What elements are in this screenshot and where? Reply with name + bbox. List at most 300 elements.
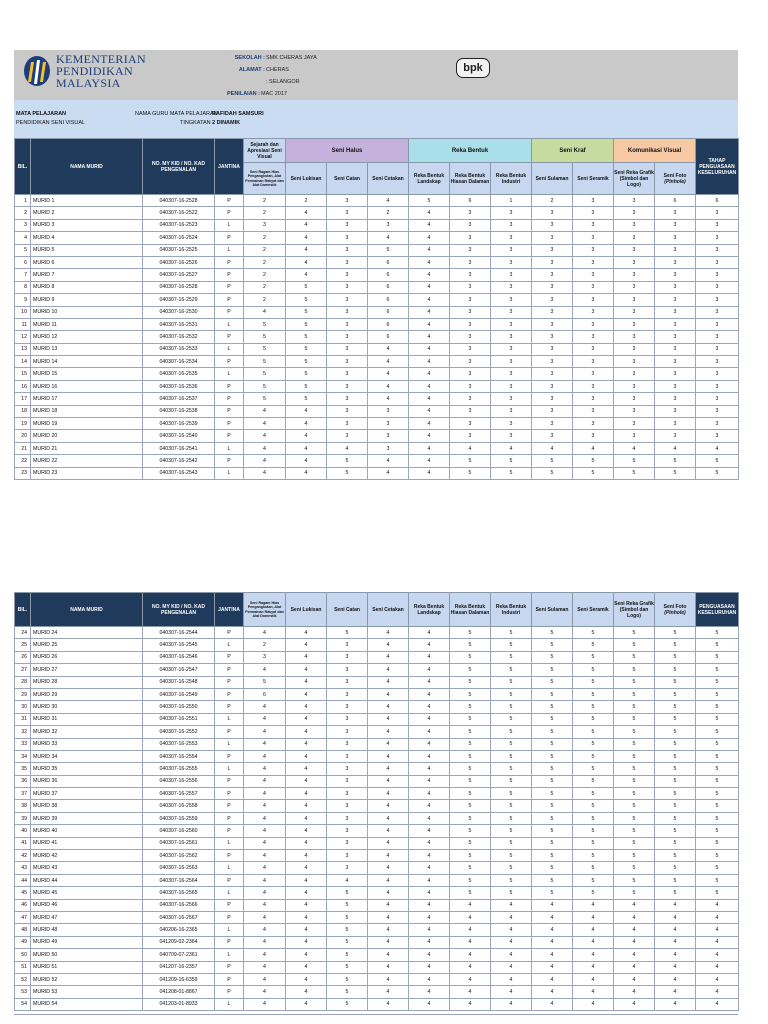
score-cell: 6: [368, 269, 409, 281]
score-cell: 4: [286, 862, 327, 874]
info-band: [14, 100, 738, 138]
score-cell: 5: [491, 738, 532, 750]
score-cell: 3: [573, 195, 614, 207]
col-jantina: JANTINA: [215, 593, 244, 627]
student-name: MURID 14: [31, 356, 143, 368]
score-cell: 4: [573, 936, 614, 948]
score-cell: 4: [368, 961, 409, 973]
score-cell: 4: [286, 726, 327, 738]
table-row: [15, 874, 739, 886]
row-number: 21: [15, 442, 31, 454]
gender: P: [215, 986, 244, 998]
score-cell: 5: [696, 639, 739, 651]
score-cell: 5: [614, 701, 655, 713]
score-cell: 4: [368, 837, 409, 849]
score-cell: 4: [409, 405, 450, 417]
score-cell: 5: [491, 850, 532, 862]
score-cell: 4: [286, 775, 327, 787]
score-cell: 4: [286, 750, 327, 762]
group-komunikasi-visual: Komunikasi Visual: [614, 139, 696, 163]
score-cell: 6: [655, 195, 696, 207]
score-cell: 3: [491, 418, 532, 430]
marks-table-1-body: [15, 195, 739, 480]
score-cell: 4: [368, 455, 409, 467]
score-cell: 4: [655, 442, 696, 454]
score-cell: 3: [655, 281, 696, 293]
score-cell: 3: [491, 318, 532, 330]
score-cell: 4: [532, 986, 573, 998]
school-details: [150, 52, 400, 100]
score-cell: 3: [532, 393, 573, 405]
score-cell: 5: [491, 455, 532, 467]
score-cell: 4: [368, 986, 409, 998]
score-cell: 3: [327, 207, 368, 219]
score-cell: 4: [409, 430, 450, 442]
score-cell: 5: [573, 812, 614, 824]
student-name: MURID 11: [31, 318, 143, 330]
score-cell: 4: [286, 973, 327, 985]
student-id: 040307-16-2549: [143, 688, 215, 700]
score-cell: 5: [655, 738, 696, 750]
score-cell: 3: [450, 306, 491, 318]
score-cell: 5: [491, 812, 532, 824]
score-cell: 5: [532, 837, 573, 849]
score-cell: 4: [450, 442, 491, 454]
score-cell: 3: [573, 430, 614, 442]
row-number: 44: [15, 874, 31, 886]
score-cell: 4: [696, 986, 739, 998]
score-cell: 3: [327, 393, 368, 405]
score-cell: 5: [450, 775, 491, 787]
score-cell: 4: [696, 936, 739, 948]
sub-industri: Reka Bentuk Industri: [491, 593, 532, 627]
group-seni-kraf: Seni Kraf: [532, 139, 614, 163]
student-name: MURID 33: [31, 738, 143, 750]
score-cell: 6: [368, 294, 409, 306]
score-cell: 3: [327, 664, 368, 676]
score-cell: 2: [244, 269, 286, 281]
score-cell: 3: [655, 256, 696, 268]
row-number: 50: [15, 949, 31, 961]
score-cell: 4: [244, 949, 286, 961]
sub-hiasan: Reka Bentuk Hiasan Dalaman: [450, 163, 491, 195]
gender: P: [215, 306, 244, 318]
score-cell: 4: [409, 331, 450, 343]
score-cell: 5: [655, 688, 696, 700]
student-id: 040307-16-2553: [143, 738, 215, 750]
student-id: 040307-16-2550: [143, 701, 215, 713]
student-name: MURID 20: [31, 430, 143, 442]
score-cell: 5: [450, 664, 491, 676]
gender: P: [215, 405, 244, 417]
row-number: 24: [15, 627, 31, 639]
score-cell: 3: [573, 244, 614, 256]
score-cell: 5: [614, 763, 655, 775]
gender: P: [215, 874, 244, 886]
student-name: MURID 32: [31, 726, 143, 738]
student-id: 040307-16-2554: [143, 750, 215, 762]
row-number: 35: [15, 763, 31, 775]
student-name: MURID 17: [31, 393, 143, 405]
score-cell: 5: [573, 467, 614, 479]
score-cell: 5: [327, 998, 368, 1010]
score-cell: 4: [286, 664, 327, 676]
score-cell: 4: [409, 874, 450, 886]
score-cell: 5: [696, 713, 739, 725]
student-name: MURID 35: [31, 763, 143, 775]
score-cell: 5: [614, 688, 655, 700]
score-cell: 3: [491, 207, 532, 219]
gender: L: [215, 368, 244, 380]
score-cell: 3: [491, 368, 532, 380]
score-cell: 5: [573, 775, 614, 787]
score-cell: 4: [244, 800, 286, 812]
score-cell: 5: [614, 874, 655, 886]
score-cell: 4: [614, 986, 655, 998]
score-cell: 4: [244, 986, 286, 998]
gender: L: [215, 467, 244, 479]
score-cell: 3: [491, 380, 532, 392]
score-cell: 5: [532, 726, 573, 738]
student-id: 040307-16-2544: [143, 627, 215, 639]
score-cell: 4: [286, 639, 327, 651]
score-cell: 4: [286, 800, 327, 812]
score-cell: 4: [409, 368, 450, 380]
student-name: MURID 45: [31, 887, 143, 899]
score-cell: 4: [244, 763, 286, 775]
score-cell: 5: [573, 887, 614, 899]
gender: P: [215, 269, 244, 281]
penilaian-label: PENILAIAN :: [227, 91, 260, 97]
score-cell: 4: [491, 911, 532, 923]
score-cell: 3: [614, 219, 655, 231]
student-id: 040307-16-2566: [143, 899, 215, 911]
student-id: 040307-16-2559: [143, 812, 215, 824]
score-cell: 4: [409, 899, 450, 911]
score-cell: 3: [655, 232, 696, 244]
alamat-value: CHERAS: [266, 67, 289, 73]
score-cell: 4: [573, 961, 614, 973]
score-cell: 4: [614, 936, 655, 948]
table-row: [15, 393, 739, 405]
row-number: 38: [15, 800, 31, 812]
score-cell: 5: [614, 812, 655, 824]
score-cell: 4: [614, 973, 655, 985]
score-cell: 3: [614, 368, 655, 380]
gender: P: [215, 750, 244, 762]
score-cell: 5: [573, 664, 614, 676]
score-cell: 5: [573, 701, 614, 713]
table-row: [15, 750, 739, 762]
score-cell: 5: [614, 676, 655, 688]
score-cell: 3: [614, 281, 655, 293]
score-cell: 3: [573, 207, 614, 219]
score-cell: 2: [286, 195, 327, 207]
score-cell: 3: [327, 850, 368, 862]
row-number: 4: [15, 232, 31, 244]
gender: L: [215, 343, 244, 355]
score-cell: 5: [244, 380, 286, 392]
score-cell: 5: [614, 713, 655, 725]
gender: P: [215, 651, 244, 663]
score-cell: 5: [491, 775, 532, 787]
gender: P: [215, 380, 244, 392]
score-cell: 4: [368, 393, 409, 405]
score-cell: 3: [532, 331, 573, 343]
student-name: MURID 25: [31, 639, 143, 651]
score-cell: 3: [655, 405, 696, 417]
sub-foto-note: (Pinhole): [664, 178, 686, 185]
table-row: [15, 244, 739, 256]
score-cell: 4: [491, 936, 532, 948]
score-cell: 4: [409, 244, 450, 256]
score-cell: 4: [573, 911, 614, 923]
score-cell: 3: [573, 380, 614, 392]
score-cell: 3: [614, 318, 655, 330]
score-cell: 4: [409, 294, 450, 306]
row-number: 48: [15, 924, 31, 936]
score-cell: 5: [573, 627, 614, 639]
table-row: [15, 676, 739, 688]
score-cell: 4: [244, 936, 286, 948]
score-cell: 4: [286, 899, 327, 911]
score-cell: 4: [286, 812, 327, 824]
table-row: [15, 356, 739, 368]
score-cell: 3: [696, 430, 739, 442]
score-cell: 5: [450, 701, 491, 713]
score-cell: 4: [409, 713, 450, 725]
table-row: [15, 775, 739, 787]
score-cell: 4: [244, 961, 286, 973]
table-row: [15, 949, 739, 961]
score-cell: 5: [327, 627, 368, 639]
col-mykid: NO. MY KID / NO. KAD PENGENALAN: [143, 593, 215, 627]
row-number: 51: [15, 961, 31, 973]
student-id: 040307-16-2538: [143, 405, 215, 417]
row-number: 17: [15, 393, 31, 405]
student-name: MURID 42: [31, 850, 143, 862]
student-name: MURID 26: [31, 651, 143, 663]
gender: L: [215, 318, 244, 330]
score-cell: 4: [409, 467, 450, 479]
table-row: [15, 430, 739, 442]
score-cell: 4: [368, 874, 409, 886]
score-cell: 4: [286, 207, 327, 219]
score-cell: 4: [655, 924, 696, 936]
score-cell: 5: [696, 467, 739, 479]
score-cell: 3: [450, 318, 491, 330]
student-name: MURID 39: [31, 812, 143, 824]
gender: P: [215, 232, 244, 244]
score-cell: 3: [450, 380, 491, 392]
score-cell: 4: [286, 651, 327, 663]
table-row: [15, 763, 739, 775]
score-cell: 3: [696, 368, 739, 380]
score-cell: 5: [244, 318, 286, 330]
score-cell: 5: [286, 368, 327, 380]
score-cell: 4: [573, 973, 614, 985]
gender: P: [215, 256, 244, 268]
score-cell: 5: [327, 911, 368, 923]
score-cell: 6: [368, 281, 409, 293]
table-row: [15, 961, 739, 973]
row-number: 10: [15, 306, 31, 318]
score-cell: 5: [696, 664, 739, 676]
gender: L: [215, 924, 244, 936]
table-row: [15, 455, 739, 467]
score-cell: 5: [450, 651, 491, 663]
score-cell: 2: [244, 244, 286, 256]
gender: P: [215, 973, 244, 985]
score-cell: 5: [573, 676, 614, 688]
score-cell: 6: [368, 306, 409, 318]
score-cell: 5: [655, 887, 696, 899]
gender: L: [215, 887, 244, 899]
student-name: MURID 54: [31, 998, 143, 1010]
guru-label: NAMA GURU MATA PELAJARAN: [135, 111, 218, 117]
student-id: 040307-16-2524: [143, 232, 215, 244]
sub-seramik: Seni Seramik: [573, 163, 614, 195]
score-cell: 3: [696, 343, 739, 355]
row-number: 18: [15, 405, 31, 417]
score-cell: 3: [655, 244, 696, 256]
score-cell: 3: [532, 207, 573, 219]
student-name: MURID 40: [31, 825, 143, 837]
gender: P: [215, 393, 244, 405]
score-cell: 3: [327, 750, 368, 762]
student-id: 040307-16-2555: [143, 763, 215, 775]
score-cell: 4: [368, 380, 409, 392]
score-cell: 4: [696, 998, 739, 1010]
score-cell: 4: [409, 763, 450, 775]
score-cell: 5: [532, 639, 573, 651]
score-cell: 4: [409, 343, 450, 355]
score-cell: 3: [696, 418, 739, 430]
score-cell: 5: [614, 726, 655, 738]
score-cell: 5: [614, 775, 655, 787]
score-cell: 4: [450, 973, 491, 985]
score-cell: 5: [491, 763, 532, 775]
score-cell: 3: [327, 812, 368, 824]
student-id: 040307-16-2527: [143, 269, 215, 281]
score-cell: 4: [286, 998, 327, 1010]
score-cell: 4: [286, 405, 327, 417]
score-cell: 3: [491, 430, 532, 442]
score-cell: 3: [573, 331, 614, 343]
table-row: [15, 195, 739, 207]
score-cell: 4: [368, 232, 409, 244]
student-name: MURID 2: [31, 207, 143, 219]
score-cell: 4: [327, 442, 368, 454]
score-cell: 5: [614, 800, 655, 812]
score-cell: 4: [368, 713, 409, 725]
sub-sejarah: Seni Ragam Hias Pengangkutan, Alat Permainan Rakyat dan Alat Domestik: [244, 593, 286, 627]
row-number: 53: [15, 986, 31, 998]
student-id: 040709-07-2361: [143, 949, 215, 961]
score-cell: 3: [655, 306, 696, 318]
student-id: 040307-16-2562: [143, 850, 215, 862]
score-cell: 3: [532, 318, 573, 330]
score-cell: 4: [244, 713, 286, 725]
score-cell: 5: [450, 837, 491, 849]
sub-cetakan: Seni Cetakan: [368, 163, 409, 195]
score-cell: 4: [696, 924, 739, 936]
student-id: 040307-16-2564: [143, 874, 215, 886]
row-number: 28: [15, 676, 31, 688]
score-cell: 5: [368, 244, 409, 256]
score-cell: 3: [655, 343, 696, 355]
student-id: 040307-16-2536: [143, 380, 215, 392]
score-cell: 4: [368, 356, 409, 368]
score-cell: 3: [532, 418, 573, 430]
score-cell: 3: [696, 393, 739, 405]
score-cell: 5: [573, 651, 614, 663]
gender: P: [215, 294, 244, 306]
group-sejarah: Sejarah dan Apresiasi Seni Visual: [244, 139, 286, 163]
score-cell: 4: [409, 380, 450, 392]
table-row: [15, 343, 739, 355]
sub-grafik: Seni Reka Grafik (Simbol dan Logo): [614, 593, 655, 627]
row-number: 15: [15, 368, 31, 380]
score-cell: 3: [450, 219, 491, 231]
gender: P: [215, 899, 244, 911]
score-cell: 4: [368, 949, 409, 961]
score-cell: 3: [696, 269, 739, 281]
score-cell: 4: [286, 701, 327, 713]
score-cell: 6: [244, 688, 286, 700]
score-cell: 4: [368, 998, 409, 1010]
score-cell: 4: [573, 998, 614, 1010]
student-name: MURID 44: [31, 874, 143, 886]
student-id: 040206-16-2365: [143, 924, 215, 936]
score-cell: 3: [327, 232, 368, 244]
score-cell: 5: [696, 726, 739, 738]
penilaian-value: MAC 2017: [261, 91, 287, 97]
score-cell: 3: [327, 430, 368, 442]
score-cell: 5: [696, 850, 739, 862]
score-cell: 3: [327, 343, 368, 355]
score-cell: 5: [491, 651, 532, 663]
score-cell: 3: [696, 380, 739, 392]
score-cell: 3: [696, 219, 739, 231]
score-cell: 5: [573, 726, 614, 738]
score-cell: 5: [450, 713, 491, 725]
score-cell: 4: [655, 899, 696, 911]
table-row: [15, 639, 739, 651]
score-cell: 5: [614, 639, 655, 651]
page-bottom-rule: [14, 1014, 738, 1015]
score-cell: 5: [532, 688, 573, 700]
row-number: 6: [15, 256, 31, 268]
table-row: [15, 380, 739, 392]
score-cell: 4: [368, 812, 409, 824]
score-cell: 5: [614, 862, 655, 874]
student-id: 040307-16-2563: [143, 862, 215, 874]
score-cell: 2: [244, 195, 286, 207]
score-cell: 4: [286, 738, 327, 750]
alamat2-value: : SELANGOR: [266, 79, 300, 85]
score-cell: 5: [327, 986, 368, 998]
score-cell: 2: [244, 207, 286, 219]
score-cell: 5: [450, 738, 491, 750]
score-cell: 5: [696, 788, 739, 800]
score-cell: 4: [368, 701, 409, 713]
score-cell: 4: [368, 899, 409, 911]
gender: P: [215, 911, 244, 923]
row-number: 52: [15, 973, 31, 985]
score-cell: 5: [409, 195, 450, 207]
score-cell: 2: [244, 256, 286, 268]
